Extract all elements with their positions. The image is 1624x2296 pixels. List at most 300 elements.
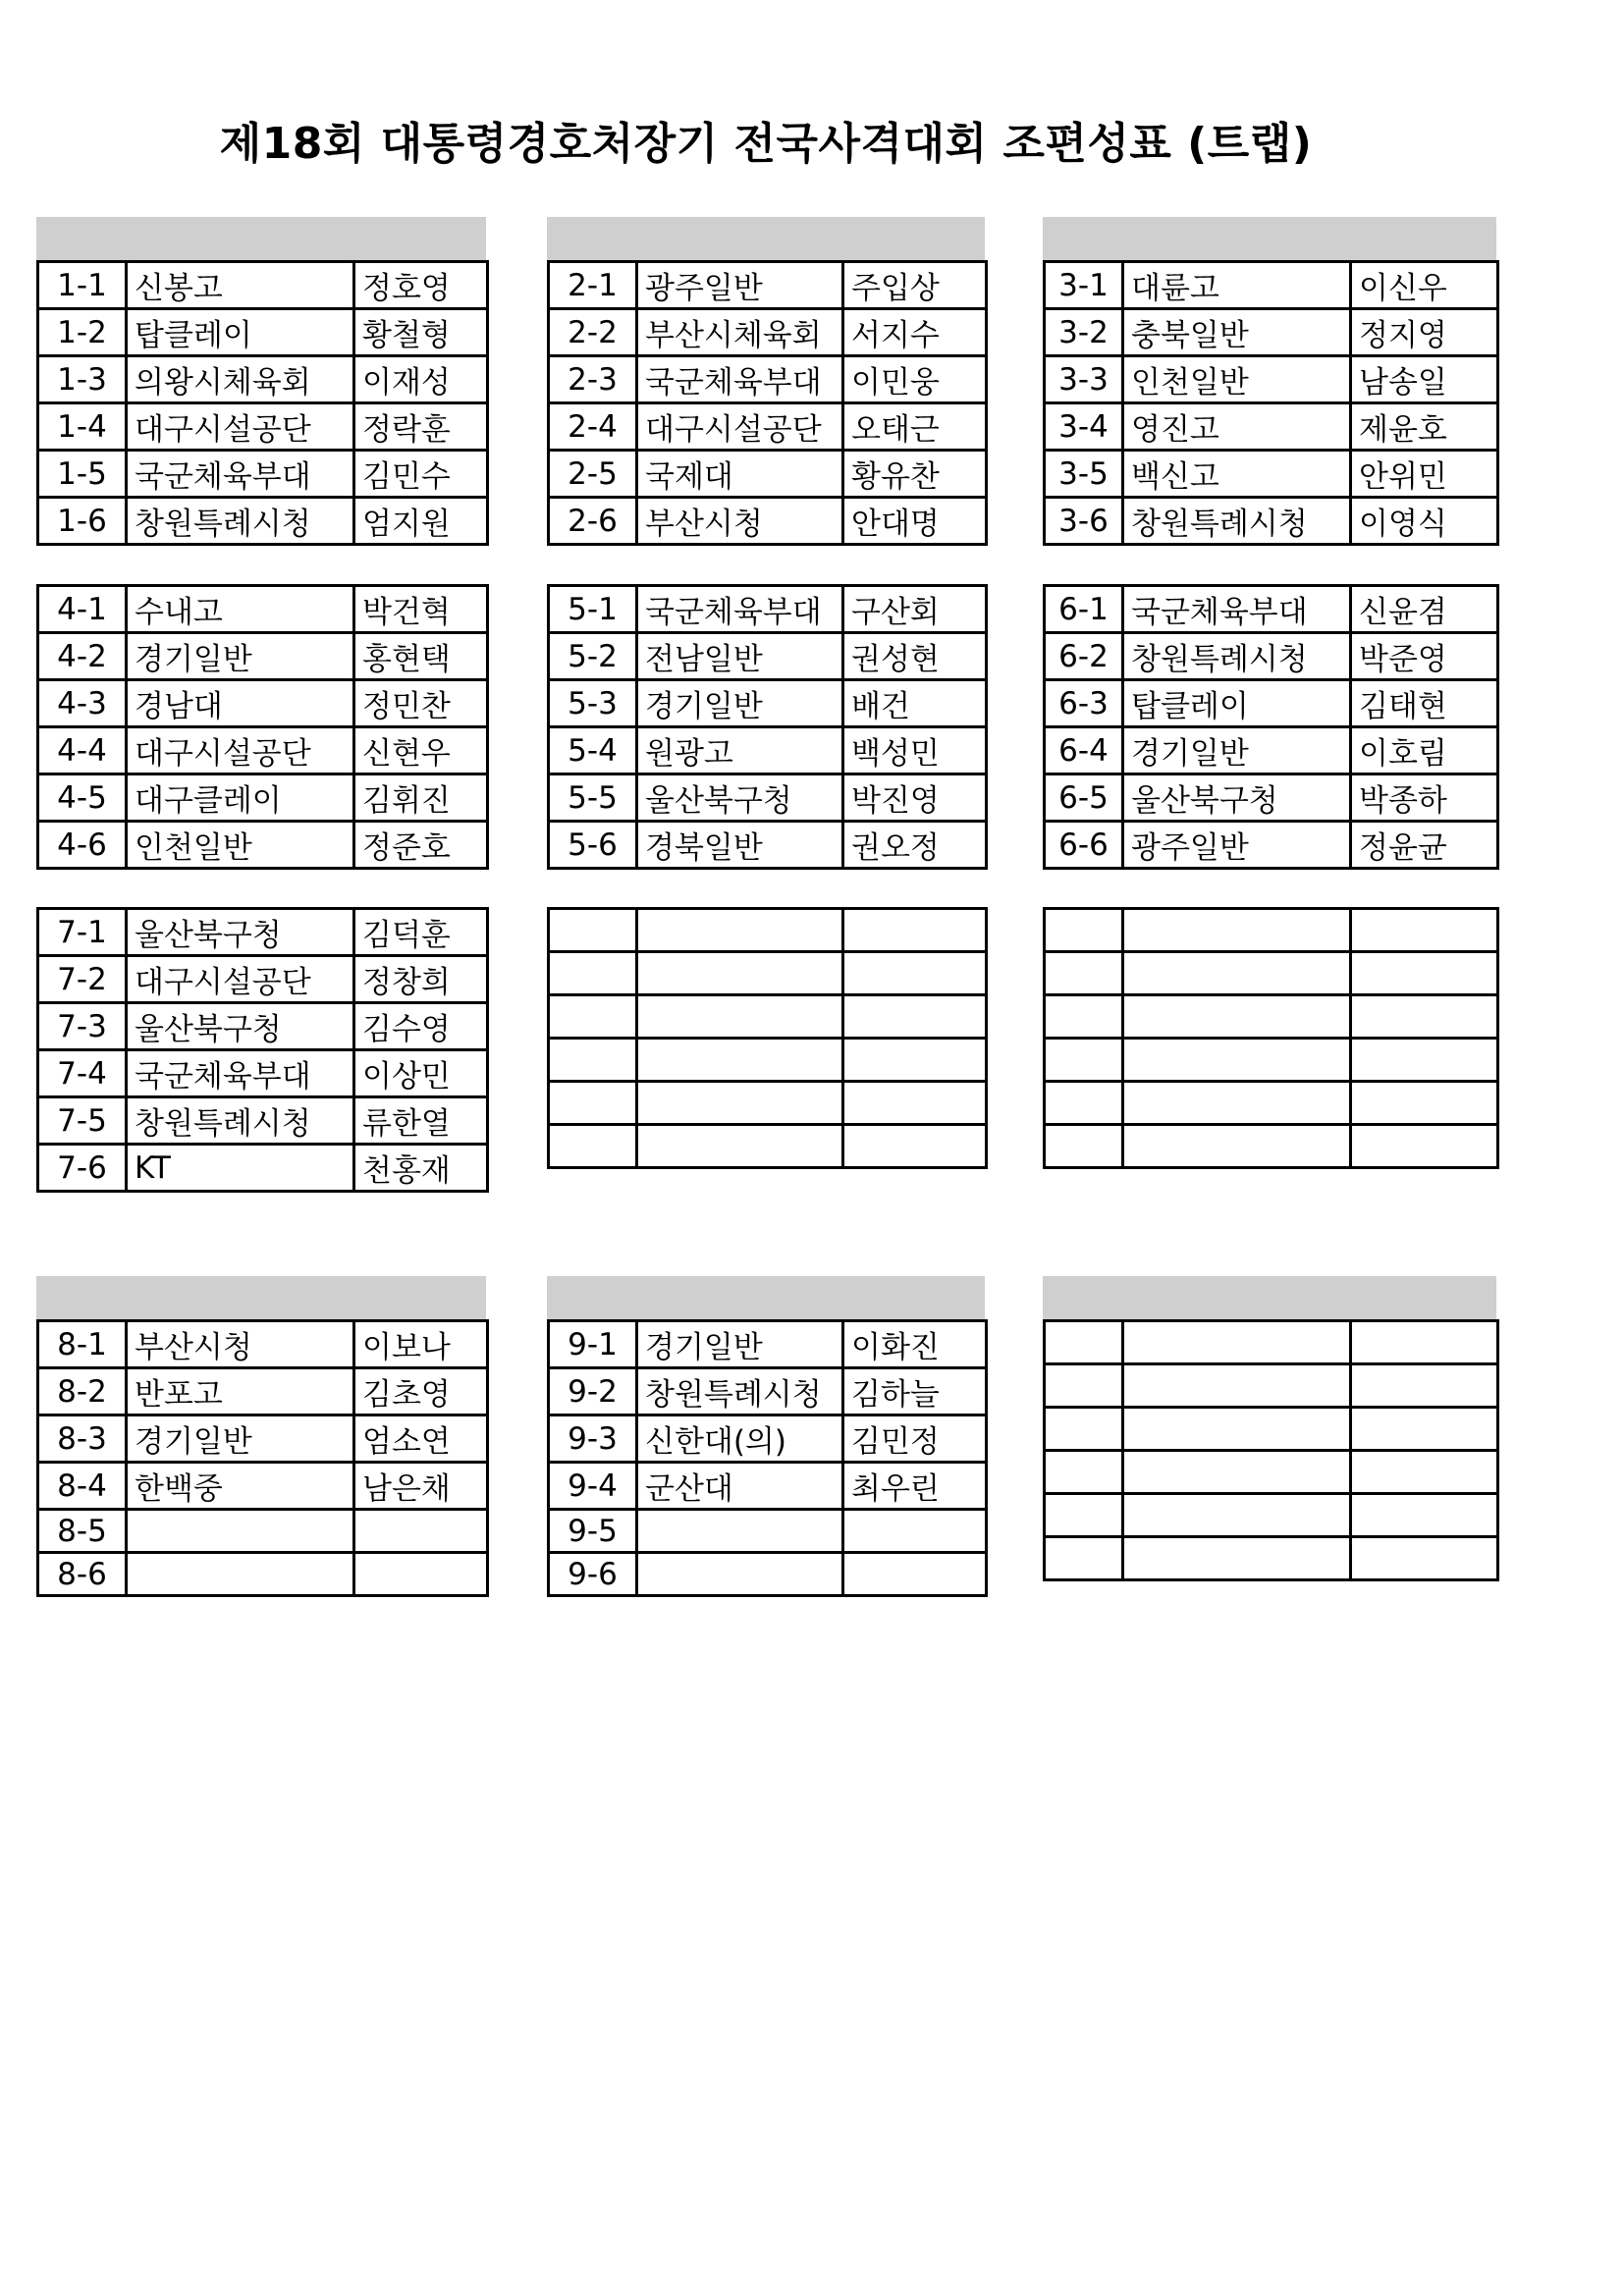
table-row (1045, 727, 1498, 774)
shooter-name: 이재성 (354, 356, 488, 403)
squad-number: 9-6 (549, 1553, 637, 1596)
team-name: 국제대 (637, 451, 843, 498)
table-row (1045, 498, 1498, 545)
team-name (127, 1553, 354, 1596)
group-table-8 (547, 907, 985, 1169)
table-row (38, 451, 488, 498)
team-name: 경남대 (127, 680, 354, 727)
squad-number: 3-6 (1045, 498, 1123, 545)
shooter-name (1351, 1321, 1498, 1364)
table-row (549, 1510, 987, 1553)
team-name: 신봉고 (127, 262, 354, 309)
table-row (38, 262, 488, 309)
team-name (637, 995, 843, 1039)
team-name (637, 1039, 843, 1082)
table-row (549, 1553, 987, 1596)
team-name (637, 909, 843, 952)
shooter-name: 김하늘 (843, 1368, 987, 1415)
table-row (38, 1415, 488, 1463)
table-row (1045, 262, 1498, 309)
team-name: KT (127, 1145, 354, 1192)
team-name: 광주일반 (1123, 822, 1351, 869)
table-row (38, 956, 488, 1003)
squad-number: 2-6 (549, 498, 637, 545)
table-row (549, 995, 987, 1039)
shooter-name (1351, 909, 1498, 952)
group-header-bar (1043, 1276, 1496, 1319)
team-name: 경기일반 (127, 1415, 354, 1463)
shooter-name: 권성현 (843, 633, 987, 680)
shooter-name: 김태현 (1351, 680, 1498, 727)
team-name: 대구시설공단 (127, 727, 354, 774)
team-name: 창원특례시청 (127, 1097, 354, 1145)
shooter-name: 정창희 (354, 956, 488, 1003)
shooter-name: 이화진 (843, 1321, 987, 1368)
table-row (1045, 1364, 1498, 1408)
shooter-name: 배건 (843, 680, 987, 727)
table-row (1045, 1321, 1498, 1364)
team-name: 한백중 (127, 1463, 354, 1510)
shooter-name: 이신우 (1351, 262, 1498, 309)
table-row (1045, 1537, 1498, 1580)
shooter-name: 제윤호 (1351, 403, 1498, 451)
page-title: 제18회 대통령경호처장기 전국사격대회 조편성표 (트랩) (219, 119, 1313, 169)
team-name (1123, 909, 1351, 952)
shooter-name: 오태근 (843, 403, 987, 451)
shooter-name: 남송일 (1351, 356, 1498, 403)
shooter-name: 정윤균 (1351, 822, 1498, 869)
squad-number (1045, 1537, 1123, 1580)
shooter-name: 권오정 (843, 822, 987, 869)
squad-number (1045, 1364, 1123, 1408)
team-name: 탑클레이 (1123, 680, 1351, 727)
group-table-7 (36, 907, 486, 1193)
squad-number: 6-6 (1045, 822, 1123, 869)
squad-number: 1-4 (38, 403, 127, 451)
table-row (1045, 633, 1498, 680)
table-row (549, 403, 987, 451)
team-name: 창원특례시청 (1123, 633, 1351, 680)
table-row (1045, 774, 1498, 822)
shooter-name: 김휘진 (354, 774, 488, 822)
shooter-name: 박건혁 (354, 586, 488, 633)
squad-number: 2-3 (549, 356, 637, 403)
table-row (38, 586, 488, 633)
squad-number: 7-4 (38, 1050, 127, 1097)
table-row (38, 1321, 488, 1368)
table-row (1045, 1408, 1498, 1451)
table-row (549, 356, 987, 403)
squad-number (1045, 952, 1123, 995)
team-name (1123, 1537, 1351, 1580)
team-name (1123, 1364, 1351, 1408)
shooter-name (843, 1510, 987, 1553)
squad-number (1045, 1408, 1123, 1451)
squad-number (1045, 1039, 1123, 1082)
team-name (1123, 1039, 1351, 1082)
shooter-name: 김수영 (354, 1003, 488, 1050)
group-header-bar (36, 1276, 486, 1319)
squad-number: 5-5 (549, 774, 637, 822)
shooter-name: 황유찬 (843, 451, 987, 498)
shooter-name (843, 1082, 987, 1125)
team-name (127, 1510, 354, 1553)
team-name (1123, 952, 1351, 995)
table-row (38, 680, 488, 727)
squad-number (1045, 1451, 1123, 1494)
table-row (549, 633, 987, 680)
table-row (38, 774, 488, 822)
table-row (1045, 356, 1498, 403)
squad-number: 1-6 (38, 498, 127, 545)
shooter-name: 류한열 (354, 1097, 488, 1145)
roster-table (36, 260, 489, 546)
table-row (549, 680, 987, 727)
shooter-name: 정락훈 (354, 403, 488, 451)
shooter-name: 황철형 (354, 309, 488, 356)
team-name: 국군체육부대 (1123, 586, 1351, 633)
group-table-5 (547, 584, 985, 870)
table-row (549, 309, 987, 356)
table-row (38, 1368, 488, 1415)
team-name: 창원특례시청 (637, 1368, 843, 1415)
shooter-name (1351, 952, 1498, 995)
squad-number: 6-3 (1045, 680, 1123, 727)
team-name: 경기일반 (637, 1321, 843, 1368)
team-name: 경기일반 (637, 680, 843, 727)
table-row (1045, 1494, 1498, 1537)
shooter-name (1351, 1364, 1498, 1408)
squad-number: 2-4 (549, 403, 637, 451)
roster-table (1043, 584, 1499, 870)
shooter-name: 김민정 (843, 1415, 987, 1463)
shooter-name (1351, 1537, 1498, 1580)
shooter-name (1351, 1451, 1498, 1494)
squad-number: 5-3 (549, 680, 637, 727)
table-row (38, 727, 488, 774)
table-row (1045, 909, 1498, 952)
table-row (549, 1368, 987, 1415)
table-row (38, 1050, 488, 1097)
team-name: 울산북구청 (1123, 774, 1351, 822)
table-row (38, 1553, 488, 1596)
table-row (549, 262, 987, 309)
table-row (1045, 309, 1498, 356)
table-row (549, 451, 987, 498)
shooter-name: 신현우 (354, 727, 488, 774)
table-row (549, 1082, 987, 1125)
shooter-name (1351, 1039, 1498, 1082)
roster-table (547, 584, 988, 870)
table-row (549, 498, 987, 545)
team-name: 수내고 (127, 586, 354, 633)
team-name (1123, 1082, 1351, 1125)
team-name: 인천일반 (127, 822, 354, 869)
table-row (549, 822, 987, 869)
shooter-name: 이민웅 (843, 356, 987, 403)
table-row (549, 1463, 987, 1510)
shooter-name (354, 1553, 488, 1596)
shooter-name: 김덕훈 (354, 909, 488, 956)
shooter-name: 홍현택 (354, 633, 488, 680)
team-name: 신한대(의) (637, 1415, 843, 1463)
team-name: 전남일반 (637, 633, 843, 680)
shooter-name: 천홍재 (354, 1145, 488, 1192)
squad-number: 2-2 (549, 309, 637, 356)
team-name: 인천일반 (1123, 356, 1351, 403)
table-row (38, 822, 488, 869)
squad-number: 4-1 (38, 586, 127, 633)
squad-number: 8-1 (38, 1321, 127, 1368)
team-name (1123, 1321, 1351, 1364)
table-row (1045, 822, 1498, 869)
shooter-name: 구산회 (843, 586, 987, 633)
shooter-name (1351, 1408, 1498, 1451)
team-name (1123, 1494, 1351, 1537)
squad-number: 6-2 (1045, 633, 1123, 680)
team-name (1123, 1408, 1351, 1451)
squad-number: 9-4 (549, 1463, 637, 1510)
table-row (1045, 586, 1498, 633)
shooter-name: 정호영 (354, 262, 488, 309)
table-row (38, 1463, 488, 1510)
squad-number: 6-1 (1045, 586, 1123, 633)
shooter-name: 최우린 (843, 1463, 987, 1510)
team-name: 원광고 (637, 727, 843, 774)
team-name: 부산시청 (637, 498, 843, 545)
group-header-bar (36, 217, 486, 260)
squad-number: 3-2 (1045, 309, 1123, 356)
squad-number: 7-6 (38, 1145, 127, 1192)
squad-number: 8-4 (38, 1463, 127, 1510)
team-name (637, 952, 843, 995)
table-row (549, 1039, 987, 1082)
squad-number (1045, 1494, 1123, 1537)
roster-table (36, 907, 489, 1193)
squad-number: 9-1 (549, 1321, 637, 1368)
table-row (38, 909, 488, 956)
group-table-4 (36, 584, 486, 870)
squad-number: 7-2 (38, 956, 127, 1003)
table-row (1045, 952, 1498, 995)
shooter-name (1351, 1125, 1498, 1168)
squad-number: 9-3 (549, 1415, 637, 1463)
squad-number: 4-6 (38, 822, 127, 869)
squad-number: 1-1 (38, 262, 127, 309)
squad-number: 2-1 (549, 262, 637, 309)
squad-number: 1-5 (38, 451, 127, 498)
team-name (637, 1082, 843, 1125)
roster-table (1043, 1319, 1499, 1581)
team-name: 군산대 (637, 1463, 843, 1510)
shooter-name: 안대명 (843, 498, 987, 545)
shooter-name: 남은채 (354, 1463, 488, 1510)
squad-number: 5-1 (549, 586, 637, 633)
table-row (549, 774, 987, 822)
team-name: 반포고 (127, 1368, 354, 1415)
squad-number (549, 952, 637, 995)
roster-table (547, 1319, 988, 1597)
group-table-12 (1043, 1276, 1496, 1581)
squad-number (549, 1082, 637, 1125)
shooter-name: 김민수 (354, 451, 488, 498)
squad-number: 8-6 (38, 1553, 127, 1596)
shooter-name: 박종하 (1351, 774, 1498, 822)
squad-number: 5-6 (549, 822, 637, 869)
squad-number (549, 1039, 637, 1082)
shooter-name: 이영식 (1351, 498, 1498, 545)
shooter-name: 신윤겸 (1351, 586, 1498, 633)
table-row (1045, 680, 1498, 727)
squad-number (549, 909, 637, 952)
table-row (38, 1097, 488, 1145)
squad-number: 5-2 (549, 633, 637, 680)
squad-number: 8-5 (38, 1510, 127, 1553)
team-name (1123, 995, 1351, 1039)
shooter-name: 정준호 (354, 822, 488, 869)
shooter-name (1351, 1494, 1498, 1537)
team-name: 영진고 (1123, 403, 1351, 451)
squad-number: 4-2 (38, 633, 127, 680)
team-name: 경기일반 (127, 633, 354, 680)
team-name: 국군체육부대 (637, 356, 843, 403)
shooter-name: 박진영 (843, 774, 987, 822)
roster-table (547, 260, 988, 546)
group-table-2 (547, 217, 985, 546)
shooter-name: 엄지원 (354, 498, 488, 545)
shooter-name: 백성민 (843, 727, 987, 774)
table-row (38, 1003, 488, 1050)
team-name (1123, 1125, 1351, 1168)
group-table-9 (1043, 907, 1496, 1169)
shooter-name: 박준영 (1351, 633, 1498, 680)
shooter-name (354, 1510, 488, 1553)
team-name (637, 1553, 843, 1596)
team-name: 대구클레이 (127, 774, 354, 822)
squad-number: 9-2 (549, 1368, 637, 1415)
roster-table (36, 1319, 489, 1597)
squad-number: 3-1 (1045, 262, 1123, 309)
roster-table (1043, 907, 1499, 1169)
shooter-name: 이상민 (354, 1050, 488, 1097)
shooter-name (843, 1553, 987, 1596)
table-row (38, 403, 488, 451)
table-row (1045, 1082, 1498, 1125)
squad-number: 3-5 (1045, 451, 1123, 498)
roster-table (36, 584, 489, 870)
squad-number: 8-3 (38, 1415, 127, 1463)
table-row (549, 727, 987, 774)
table-row (38, 1510, 488, 1553)
table-row (1045, 403, 1498, 451)
team-name: 대륜고 (1123, 262, 1351, 309)
table-row (1045, 451, 1498, 498)
team-name (1123, 1451, 1351, 1494)
shooter-name (843, 1039, 987, 1082)
table-row (38, 498, 488, 545)
table-row (1045, 1451, 1498, 1494)
team-name: 국군체육부대 (127, 451, 354, 498)
table-row (549, 586, 987, 633)
table-row (38, 1145, 488, 1192)
table-row (38, 633, 488, 680)
table-row (549, 1125, 987, 1168)
table-row (549, 1415, 987, 1463)
shooter-name: 안위민 (1351, 451, 1498, 498)
squad-number: 2-5 (549, 451, 637, 498)
table-row (549, 952, 987, 995)
squad-number: 1-3 (38, 356, 127, 403)
roster-table (547, 907, 988, 1169)
shooter-name: 정민찬 (354, 680, 488, 727)
team-name: 경기일반 (1123, 727, 1351, 774)
team-name (637, 1510, 843, 1553)
group-table-6 (1043, 584, 1496, 870)
team-name: 국군체육부대 (637, 586, 843, 633)
team-name: 대구시설공단 (127, 403, 354, 451)
table-row (1045, 995, 1498, 1039)
shooter-name (843, 995, 987, 1039)
shooter-name (843, 909, 987, 952)
team-name: 대구시설공단 (637, 403, 843, 451)
team-name: 의왕시체육회 (127, 356, 354, 403)
team-name: 대구시설공단 (127, 956, 354, 1003)
shooter-name: 김초영 (354, 1368, 488, 1415)
squad-number: 7-3 (38, 1003, 127, 1050)
table-row (1045, 1125, 1498, 1168)
squad-number: 4-4 (38, 727, 127, 774)
squad-number (1045, 1125, 1123, 1168)
squad-number: 7-1 (38, 909, 127, 956)
shooter-name (843, 1125, 987, 1168)
squad-number (1045, 995, 1123, 1039)
shooter-name: 서지수 (843, 309, 987, 356)
group-table-10 (36, 1276, 486, 1597)
group-header-bar (547, 1276, 985, 1319)
squad-number (1045, 909, 1123, 952)
squad-number (549, 995, 637, 1039)
squad-number (1045, 1082, 1123, 1125)
team-name: 국군체육부대 (127, 1050, 354, 1097)
team-name: 탑클레이 (127, 309, 354, 356)
shooter-name: 이호림 (1351, 727, 1498, 774)
team-name: 충북일반 (1123, 309, 1351, 356)
shooter-name (843, 952, 987, 995)
shooter-name: 정지영 (1351, 309, 1498, 356)
team-name (637, 1125, 843, 1168)
squad-number: 4-3 (38, 680, 127, 727)
group-table-3 (1043, 217, 1496, 546)
squad-number: 3-4 (1045, 403, 1123, 451)
roster-table (1043, 260, 1499, 546)
table-row (38, 356, 488, 403)
shooter-name: 주입상 (843, 262, 987, 309)
team-name: 창원특례시청 (127, 498, 354, 545)
shooter-name (1351, 995, 1498, 1039)
group-table-1 (36, 217, 486, 546)
shooter-name (1351, 1082, 1498, 1125)
table-row (38, 309, 488, 356)
squad-number: 7-5 (38, 1097, 127, 1145)
squad-number: 4-5 (38, 774, 127, 822)
table-row (549, 1321, 987, 1368)
squad-number: 6-4 (1045, 727, 1123, 774)
team-name: 울산북구청 (127, 1003, 354, 1050)
squad-number: 1-2 (38, 309, 127, 356)
team-name: 부산시청 (127, 1321, 354, 1368)
squad-number: 8-2 (38, 1368, 127, 1415)
table-row (1045, 1039, 1498, 1082)
